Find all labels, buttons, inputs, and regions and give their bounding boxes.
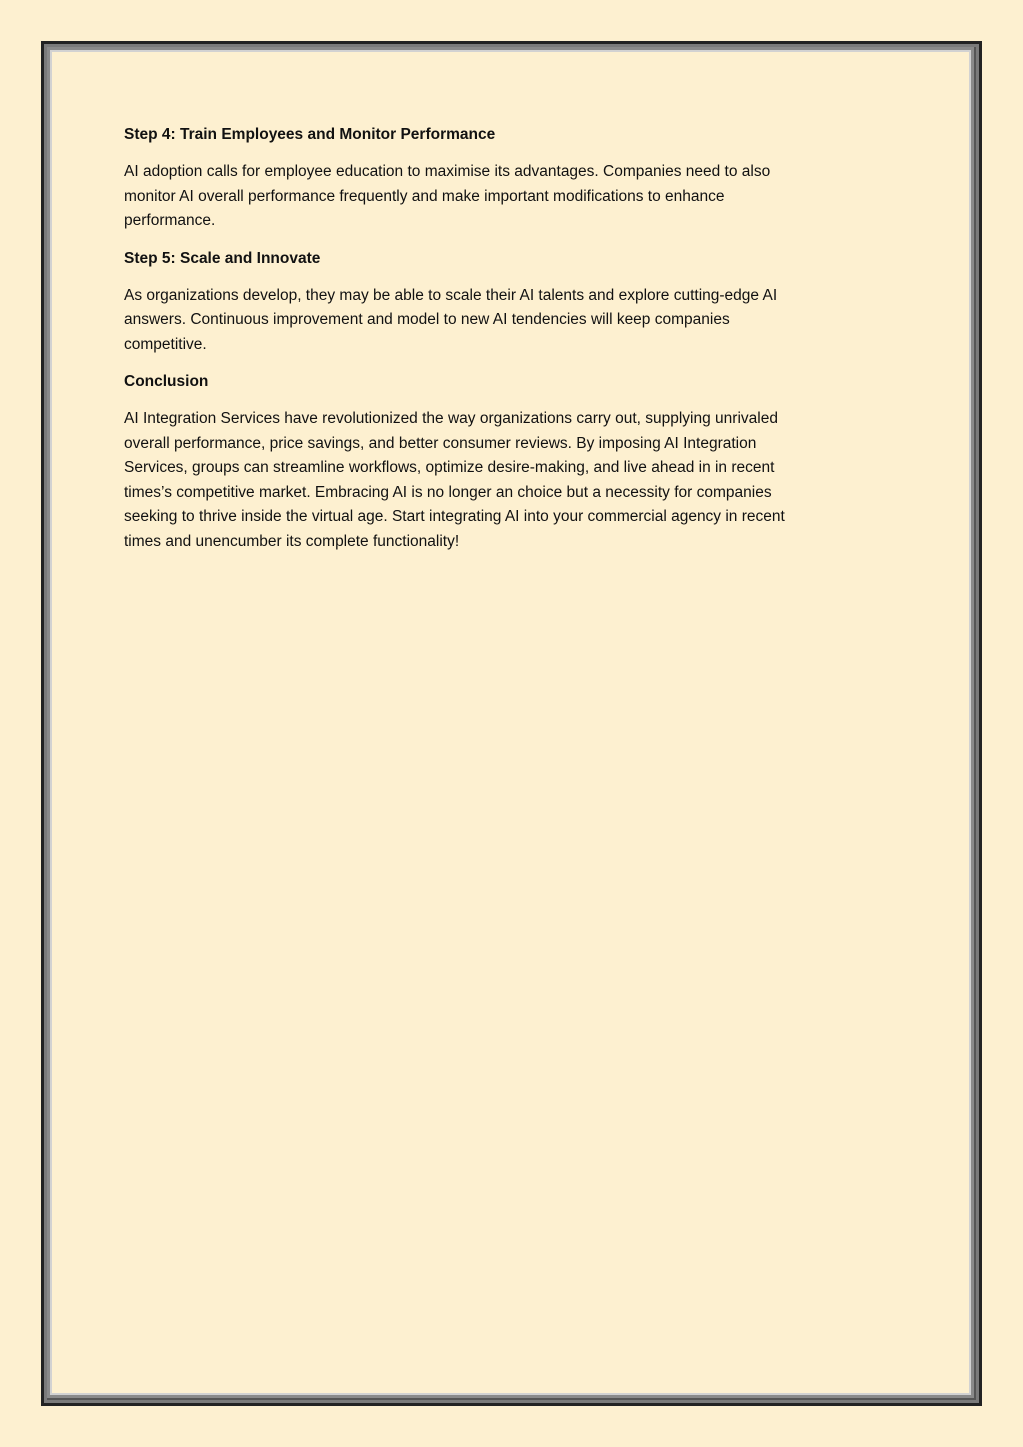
section-heading: Step 4: Train Employees and Monitor Performance [124,126,496,143]
section-paragraph: As organizations develop, they may be able to scale their AI talents and explore cutting-edge AI answers. Continuous improvement and model to new AI tendencies will keep companies competitive. [124,286,778,353]
section-paragraph: AI adoption calls for employee education to maximise its advantages. Companies need to also monitor AI overall performance frequently and make important modifications to enhance performance. [124,163,771,229]
section-paragraph: AI Integration Services have revolutionized the way organizations carry out, supplying unrivaled overall performance, price savings, and better consumer reviews. By imposing AI Integration Services, groups can streamline workflows, optimize desire-making, and live ahead in in recent times’s competitive market. Embracing AI is no longer an choice but a necessity for companies seeking to thrive inside the virtual age. Start integrating AI into your commercial agency in recent times and unencumber its complete functionality! [124,410,785,550]
section-step-5 [124,248,884,358]
section-heading: Step 5: Scale and Innovate [124,249,321,267]
section-heading: Conclusion [124,373,209,390]
section-conclusion [124,371,884,554]
document-body [124,124,884,568]
section-step-4 [124,124,884,234]
